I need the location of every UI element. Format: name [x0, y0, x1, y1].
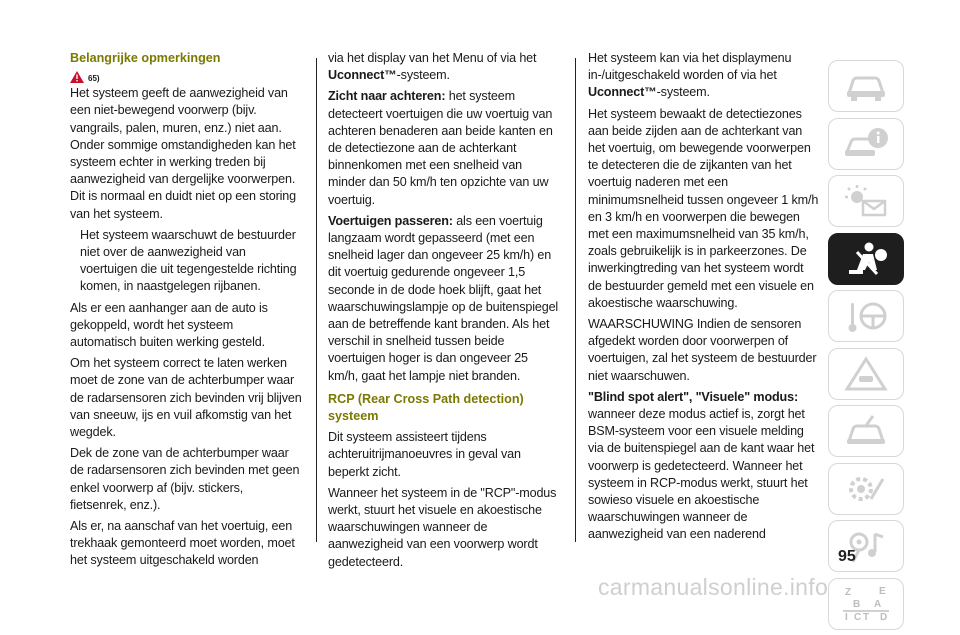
tab-info[interactable]: [828, 118, 904, 170]
paragraph: Het systeem waarschuwt de bestuurder niet over de aanwezigheid van voertuigen die uit tegengestelde richting komen, in naastgelegen rijbanen.: [80, 227, 297, 294]
column-divider: [575, 58, 576, 542]
warning-triangle-car-icon: [843, 356, 889, 392]
paragraph: Zicht naar achteren: het systeem detecteert voertuigen die uw voertuig van achteren benaderen aan beide kanten en de detectiezone aan de achterkant binnenkomen met een snelheid van minder dan 50 km/h ten opzichte van uw voertuig.: [328, 89, 553, 207]
tab-letter: A: [874, 598, 882, 610]
tab-letter: E: [879, 585, 886, 597]
tab-emergency[interactable]: [828, 348, 904, 400]
warning-reference: 65): [88, 74, 100, 84]
tab-letter: T: [863, 611, 870, 623]
paragraph: Het systeem geeft de aanwezigheid van een niet-bewegend voorwerp (bijv. vangrails, palen, muren, enz.) niet aan. Onder sommige omstandigheden kan het systeem echter in werking treden bij aanwezigheid van dergelijke voorwerpen. Dit is normaal en duidt niet op een storing van het systeem.: [70, 86, 296, 221]
car-maintenance-icon: [843, 413, 889, 449]
column-2: [328, 50, 560, 575]
steering-wheel-icon: [843, 297, 889, 335]
brand-name: Uconnect™: [328, 68, 397, 83]
paragraph: Het systeem kan via het displaymenu in-/uitgeschakeld worden of via het Uconnect™-systeem.: [588, 51, 792, 100]
paragraph: via het display van het Menu of via het Uconnect™-systeem.: [328, 51, 537, 83]
tab-safety[interactable]: [828, 233, 904, 285]
tab-vehicle[interactable]: [828, 60, 904, 112]
paragraph: Als er, na aanschaf van het voertuig, een trekhaak gemonteerd moet worden, moet het systeem uitgeschakeld worden: [70, 519, 295, 568]
tab-letter: I: [845, 611, 848, 623]
gear-wrench-icon: [843, 471, 889, 507]
brand-name: Uconnect™: [588, 85, 657, 100]
tab-technical-data[interactable]: [828, 463, 904, 515]
tab-letter: C: [854, 611, 862, 623]
paragraph: Dit systeem assisteert tijdens achteruitrijmanoeuvres in geval van beperkt zicht.: [328, 430, 521, 479]
tab-letter: B: [853, 598, 861, 610]
watermark: carmanualsonline.info: [598, 574, 829, 600]
paragraph: Dek de zone van de achterbumper waar de radarsensoren zich bevinden met geen enkel voorwerp af (bijv. stickers, fietsenrek, enz.).: [70, 446, 300, 512]
tab-starting-driving[interactable]: [828, 290, 904, 342]
light-message-icon: [843, 183, 889, 219]
warning-note: [70, 71, 302, 83]
paragraph: Het systeem bewaakt de detectiezones aan beide zijden aan de achterkant van het voertuig, om bewegende voorwerpen te detecteren die de zijkanten van het voertuig naderen met een minimumsnelheid tussen ongeveer 1 km/h en 3 km/h en voorwerpen die bewegen met een maximumsnelheid van 35 km/h, zoals gebruikelijk is in parkeerzones. De inwerkingtreding van het systeem wordt de bestuurder gemeld met een visuele en akoestische waarschuwing.: [588, 106, 819, 310]
column-1: [70, 50, 302, 574]
car-icon: [843, 69, 889, 103]
page-number: 95: [838, 548, 856, 565]
tab-dashboard[interactable]: [828, 175, 904, 227]
tab-maintenance[interactable]: [828, 405, 904, 457]
section-heading: Belangrijke opmerkingen: [70, 51, 221, 65]
warning-triangle-icon: [70, 71, 84, 83]
column-divider: [316, 58, 317, 542]
tab-letter: Z: [845, 586, 852, 598]
tab-letter: D: [880, 611, 888, 623]
term-label: Zicht naar achteren:: [328, 89, 446, 104]
section-heading: RCP (Rear Cross Path detection) systeem: [328, 391, 524, 424]
paragraph: Voertuigen passeren: als een voertuig langzaam wordt gepasseerd (met een snelheid lager dan ongeveer 25 km/h) en dit voertuig gedurende ongeveer 1,5 seconde in de dode hoek blijft, gaat het waarschuwingslampje op de buitenspiegel aan de betreffende kant branden. Als het verschil in snelheid tussen beide voertuigen hoger is dan ongeveer 25 km/h, gaat het lampje niet branden.: [328, 213, 559, 383]
paragraph: Als er een aanhanger aan de auto is gekoppeld, wordt het systeem automatisch buiten werking gesteld.: [70, 300, 268, 350]
term-label: Voertuigen passeren:: [328, 213, 453, 228]
paragraph: Om het systeem correct te laten werken moet de zone van de achterbumper waar de radarsensoren zich bevinden vrij blijven van sneeuw, ijs en vuil afkomstig van het wegdek.: [70, 356, 302, 440]
car-info-icon: [843, 126, 889, 162]
term-label: "Blind spot alert", "Visuele" modus:: [588, 389, 798, 404]
paragraph: WAARSCHUWING Indien de sensoren afgedekt worden door voorwerpen of voertuigen, zal het systeem de bestuurder niet waarschuwen.: [588, 317, 817, 383]
paragraph: "Blind spot alert", "Visuele" modus: wanneer deze modus actief is, zorgt het BSM-systeem voor een visuele melding via de buitenspiegel aan de kant waar het voorwerp is gedetecteerd. Wanneer het systeem in RCP-modus werkt, stuurt het sowieso visuele en akoestische waarschuwingen wanneer de aanwezigheid van een naderend: [588, 389, 815, 542]
column-3: [588, 50, 820, 548]
paragraph: Wanneer het systeem in de "RCP"-modus werkt, stuurt het visuele en akoestische waarschuwingen wanneer de aanwezigheid van een voorwerp wordt gedetecteerd.: [328, 485, 557, 569]
safety-airbag-icon: [843, 240, 889, 278]
